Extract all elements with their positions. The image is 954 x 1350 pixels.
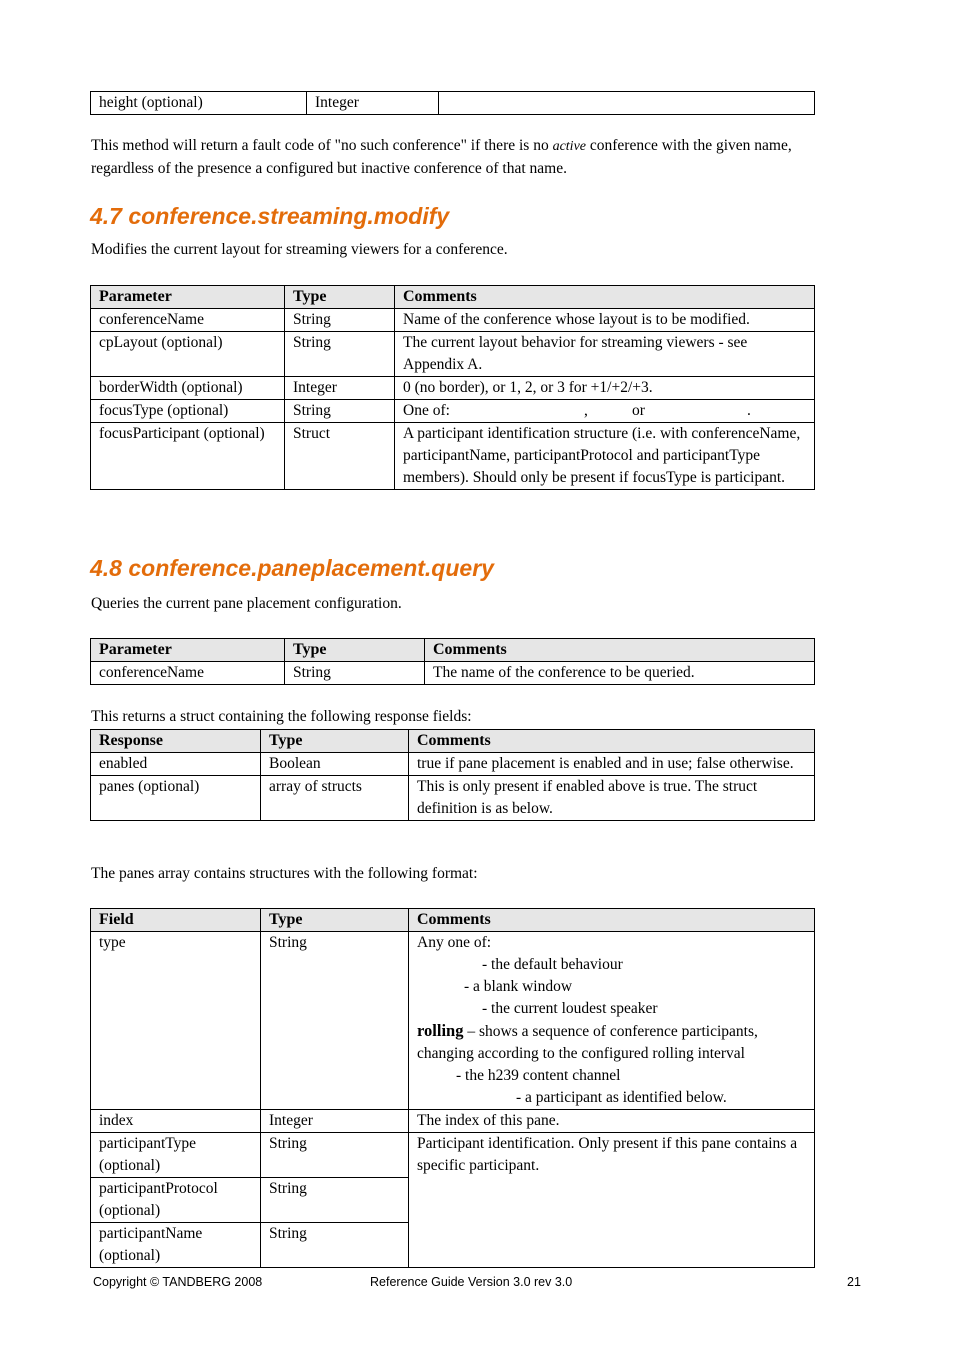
table-row — [91, 92, 815, 115]
param-type: String — [285, 309, 395, 332]
param-name: borderWidth (optional) — [91, 377, 285, 400]
type-option-default: - the default behaviour — [482, 956, 623, 973]
response-comment: This is only present if enabled above is true. The struct definition is as below. — [409, 776, 815, 821]
param-type: String — [285, 332, 395, 377]
field-type: String — [261, 1223, 409, 1268]
param-type: Integer — [285, 377, 395, 400]
table-header-row — [91, 730, 815, 753]
field-comment: The index of this pane. — [409, 1110, 815, 1133]
header-field: Field — [91, 909, 261, 932]
section-4-8-description: Queries the current pane placement configuration. — [91, 595, 402, 612]
focus-separator-or: or — [632, 402, 645, 419]
table-header-row — [91, 639, 815, 662]
section-4-7-description: Modifies the current layout for streaming viewers for a conference. — [91, 241, 508, 258]
section-4-8-heading: 4.8 conference.paneplacement.query — [90, 555, 494, 581]
footer-copyright: Copyright © TANDBERG 2008 — [93, 1275, 263, 1289]
header-response: Response — [91, 730, 261, 753]
param-name: conferenceName — [91, 662, 285, 685]
response-type: Boolean — [261, 753, 409, 776]
response-type: array of structs — [261, 776, 409, 821]
header-type: Type — [285, 286, 395, 309]
table-row — [91, 776, 815, 821]
header-parameter: Parameter — [91, 639, 285, 662]
param-name: focusType (optional) — [91, 400, 285, 423]
cell-height-param: height (optional) — [91, 92, 307, 115]
table-header-row — [91, 286, 815, 309]
table-row — [91, 332, 815, 377]
param-type: String — [285, 400, 395, 423]
table-row — [91, 753, 815, 776]
header-parameter: Parameter — [91, 286, 285, 309]
section-4-7-heading: 4.7 conference.streaming.modify — [90, 203, 450, 229]
active-italic: active — [552, 139, 586, 154]
top-continuation-table — [90, 91, 815, 115]
response-name: enabled — [91, 753, 261, 776]
header-comments: Comments — [409, 730, 815, 753]
param-type: String — [285, 662, 425, 685]
table-row — [91, 1133, 815, 1178]
table-row — [91, 309, 815, 332]
header-comments: Comments — [409, 909, 815, 932]
type-option-loudest: - the current loudest speaker — [482, 1000, 658, 1017]
field-type: String — [261, 1133, 409, 1178]
param-comment: One of: , or . — [395, 400, 815, 423]
param-comment: The name of the conference to be queried. — [425, 662, 815, 685]
field-comment: Participant identification. Only present if this pane contains a specific participant. — [409, 1133, 815, 1268]
table-row — [91, 932, 815, 1110]
header-comments: Comments — [395, 286, 815, 309]
focus-separator-comma: , — [584, 402, 588, 419]
field-name: participantType (optional) — [91, 1133, 261, 1178]
field-type: Integer — [261, 1110, 409, 1133]
type-option-content: - the h239 content channel — [456, 1067, 621, 1084]
table-header-row — [91, 909, 815, 932]
field-comment — [409, 932, 815, 1110]
type-intro: Any one of: — [417, 934, 492, 951]
response-fields-table — [90, 729, 815, 821]
field-name: participantProtocol (optional) — [91, 1178, 261, 1223]
field-type: String — [261, 932, 409, 1110]
panes-structure-table — [90, 908, 815, 1268]
field-name: participantName (optional) — [91, 1223, 261, 1268]
returns-struct-text: This returns a struct containing the following response fields: — [91, 708, 472, 725]
param-comment: 0 (no border), or 1, 2, or 3 for +1/+2/+3. — [395, 377, 815, 400]
header-type: Type — [261, 730, 409, 753]
response-name: panes (optional) — [91, 776, 261, 821]
field-name: type — [91, 932, 261, 1110]
paneplacement-query-params-table — [90, 638, 815, 685]
param-comment: A participant identification structure (i.e. with conferenceName, participantName, participantProtocol and participantType members). Should only be present if focusType is participant. — [395, 423, 815, 490]
param-name: conferenceName — [91, 309, 285, 332]
footer-guide-version: Reference Guide Version 3.0 rev 3.0 — [370, 1275, 573, 1289]
param-comment: The current layout behavior for streaming viewers - see Appendix A. — [395, 332, 815, 377]
header-type: Type — [285, 639, 425, 662]
fault-code-paragraph: This method will return a fault code of "no such conference" if there is no active conference with the given name, regardless of the presence a configured but inactive conference of that name. — [91, 137, 792, 177]
param-name: cpLayout (optional) — [91, 332, 285, 377]
field-type: String — [261, 1178, 409, 1223]
cell-height-comment — [439, 92, 815, 115]
param-name: focusParticipant (optional) — [91, 423, 285, 490]
type-option-participant: - a participant as identified below. — [516, 1089, 727, 1106]
panes-array-text: The panes array contains structures with the following format: — [91, 865, 478, 882]
cell-height-type: Integer — [307, 92, 439, 115]
table-row — [91, 662, 815, 685]
type-option-blank: - a blank window — [464, 978, 573, 995]
table-row — [91, 377, 815, 400]
header-comments: Comments — [425, 639, 815, 662]
header-type: Type — [261, 909, 409, 932]
table-row — [91, 423, 815, 490]
footer-page-number: 21 — [847, 1275, 861, 1289]
table-row — [91, 400, 815, 423]
field-name: index — [91, 1110, 261, 1133]
streaming-modify-params-table — [90, 285, 815, 490]
table-row — [91, 1110, 815, 1133]
type-option-rolling: rolling – shows a sequence of conference participants, changing according to the configured rolling interval — [417, 1021, 758, 1062]
focus-separator-period: . — [747, 402, 751, 419]
response-comment: true if pane placement is enabled and in use; false otherwise. — [409, 753, 815, 776]
param-type: Struct — [285, 423, 395, 490]
param-comment: Name of the conference whose layout is to be modified. — [395, 309, 815, 332]
